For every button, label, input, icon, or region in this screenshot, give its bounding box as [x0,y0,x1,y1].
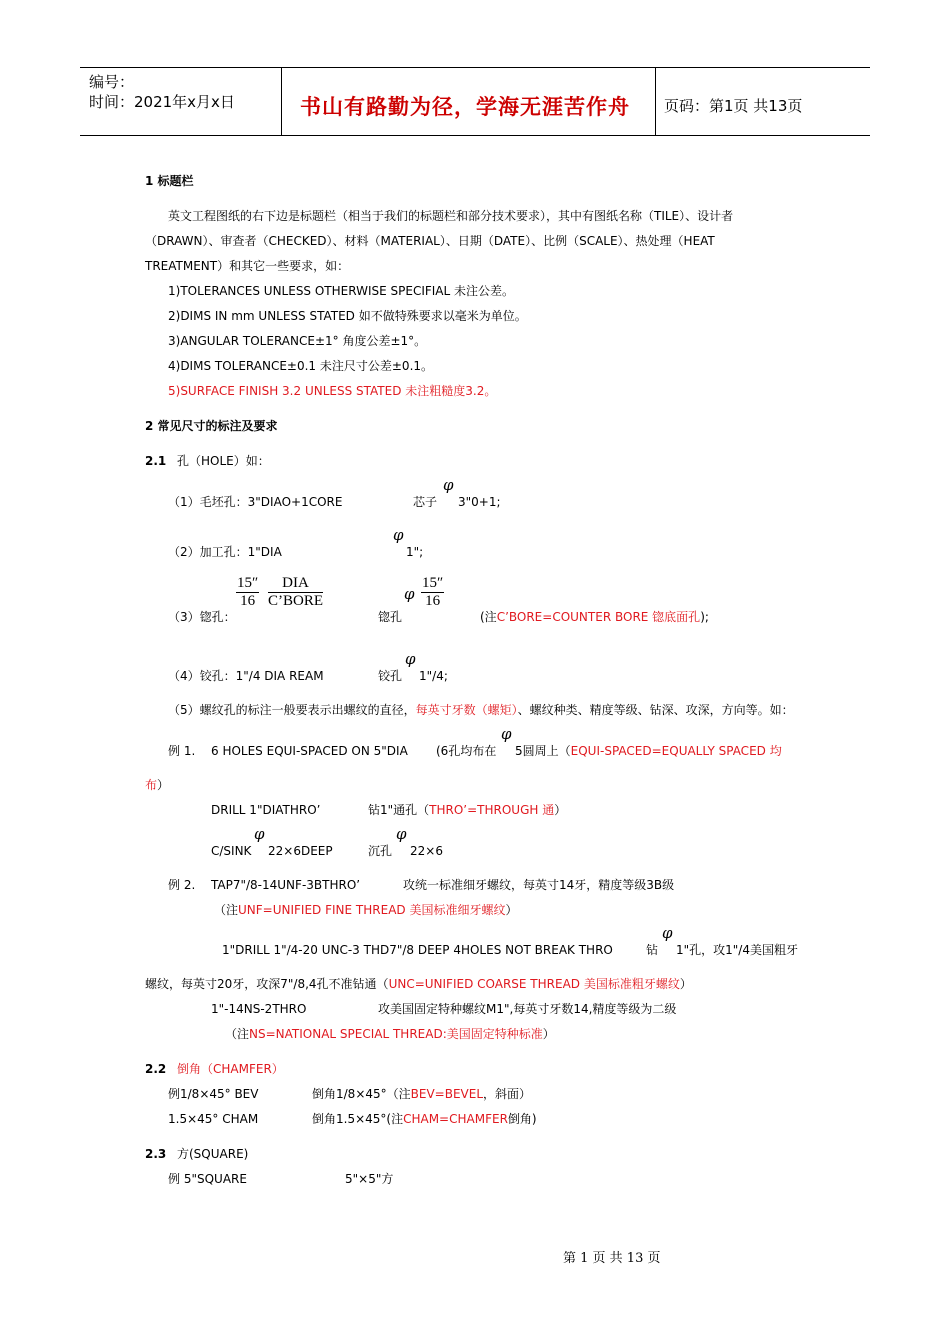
hole-5-text [168,703,794,717]
chamfer-2-end: 倒角) [507,1112,537,1126]
phi-symbol: φ [405,650,416,668]
phi-symbol: φ [254,825,265,843]
chamfer-1-end: ，斜面） [483,1087,532,1101]
drill-end: ） [554,803,567,817]
tolerance-item-5: 5)SURFACE FINISH 3.2 UNLESS STATED 未注粗糙度3.2。 [168,384,497,398]
example-4-note-red: NS=NATIONAL SPECIAL THREAD:美国固定特种标准 [249,1027,543,1041]
hole-5-c: 、螺纹种类、精度等级、钻深、攻深，方向等。如： [517,703,794,717]
phi-symbol: φ [501,725,512,743]
example-3-cn2: 1"孔，攻1"/4美国粗牙 [676,943,798,957]
example-1-cn2 [515,744,782,758]
csink-cn: 沉孔 [368,844,393,858]
example-2-note [214,903,517,917]
tolerance-item-1: 1)TOLERANCES UNLESS OTHERWISE SPECIFIAL 未注公差。 [168,284,515,298]
section-2-3-number: 2.3 [145,1147,167,1161]
fraction-dia: DIA [268,575,323,593]
chamfer-1-cn [312,1087,531,1101]
hole-4-value: 1"/4; [419,669,448,683]
drill-text: DRILL 1"DIATHRO’ [211,803,321,817]
example-4-cn: 攻美国固定特种螺纹M1",每英寸牙数14,精度等级为二级 [378,1002,677,1016]
csink-value: 22×6DEEP [268,844,333,858]
tolerance-item-2: 2)DIMS IN mm UNLESS STATED 如不做特殊要求以毫米为单位。 [168,309,527,323]
page-footer: 第 1 页 共 13 页 [563,1251,661,1266]
example-1-line2 [145,778,169,792]
example-2-label: 例 2. [168,878,196,892]
fraction-numerator: 15″ [422,575,444,591]
hole-4-text: （4）铰孔：1"/4 DIA REAM [168,669,324,683]
tolerance-item-3: 3)ANGULAR TOLERANCE±1° 角度公差±1°。 [168,334,427,348]
hole-3-note [480,610,709,624]
chamfer-2-text: 1.5×45° CHAM [168,1112,259,1126]
counterbore-fraction-left [236,575,259,610]
csink-value-2: 22×6 [410,844,443,858]
example-1-red2: 布 [145,778,158,792]
note-open: (注 [480,610,497,624]
tolerance-item-4: 4)DIMS TOLERANCE±0.1 未注尺寸公差±0.1。 [168,359,434,373]
example-3-line2-b: ） [679,977,692,991]
square-text: 例 5"SQUARE [168,1172,247,1186]
drill-cn [368,803,566,817]
example-1-red: EQUI-SPACED=EQUALLY SPACED 均 [570,744,782,758]
example-2-cn: 攻统一标准细牙螺纹，每英寸14牙，精度等级3B级 [403,878,675,892]
chamfer-1-text: 例1/8×45° BEV [168,1087,259,1101]
hole-2-text: （2）加工孔：1"DIA [168,545,282,559]
section-2-2-title: 倒角（CHAMFER） [177,1062,284,1076]
example-4-note [225,1027,555,1041]
example-4-text: 1"-14NS-2THRO [211,1002,307,1016]
fraction-numerator: 15″ [237,575,259,591]
hole-1-value: 3"0+1; [458,495,501,509]
counterbore-fraction-right [421,575,444,610]
phi-symbol: φ [662,924,673,942]
phi-symbol: φ [443,476,454,494]
fraction-denominator: 16 [425,593,441,609]
header-bottom-rule [80,135,870,136]
doc-code-label: 编号： [89,73,135,91]
section-2-title: 2 常见尺寸的标注及要求 [145,419,278,433]
hole-1-cn: 芯子 [413,495,438,509]
header-divider-2 [655,67,656,136]
chamfer-2-cn-text: 倒角1.5×45°(注 [312,1112,404,1126]
example-4-note-open: （注 [225,1027,250,1041]
phi-symbol: φ [404,585,415,603]
example-3-text: 1"DRILL 1"/4-20 UNC-3 THD7"/8 DEEP 4HOLES NOT BREAK THRO [222,943,613,957]
fraction-denominator: 16 [240,593,256,609]
section-2-2-number: 2.2 [145,1062,167,1076]
example-1-text: 6 HOLES EQUI-SPACED ON 5"DIA [211,744,408,758]
header-top-rule [80,67,870,68]
section-1-intro-2: （DRAWN）、审查者（CHECKED）、材料（MATERIAL）、日期（DATE）、比例（SCALE）、热处理（HEAT [145,234,715,248]
section-2-1-title: 孔（HOLE）如： [177,454,270,468]
header-divider-1 [281,67,282,136]
example-3-line2-red: UNC=UNIFIED COARSE THREAD 美国标准粗牙螺纹 [388,977,680,991]
hole-2-value: 1"; [406,545,424,559]
chamfer-2-cn [312,1112,537,1126]
note-close: ); [700,610,709,624]
hole-5-a: （5）螺纹孔的标注一般要表示出螺纹的直径， [168,703,416,717]
example-1-label: 例 1. [168,744,196,758]
example-2-note-open: （注 [214,903,239,917]
phi-symbol: φ [393,526,404,544]
fraction-cbore: C’BORE [268,593,324,609]
hole-3-text: （3）锪孔： [168,610,236,624]
section-1-title: 1 标题栏 [145,174,194,188]
drill-cn-text: 钻1"通孔（ [368,803,430,817]
section-1-intro-3: TREATMENT）和其它一些要求，如： [145,259,350,273]
doc-time-label: 时间：2021年x月x日 [89,93,235,111]
page-indicator: 页码：第1页 共13页 [664,97,803,115]
chamfer-2-red: CHAM=CHAMFER [403,1112,508,1126]
example-3-line2-a: 螺纹，每英寸20牙，攻深7"/8,4孔不准钻通（ [145,977,389,991]
square-value: 5"×5"方 [345,1172,394,1186]
section-2-3-title: 方(SQUARE) [177,1147,249,1161]
example-1-end: ） [157,778,170,792]
example-1-cn: (6孔均布在 [436,744,497,758]
example-2-text: TAP7"/8-14UNF-3BTHRO’ [211,878,361,892]
example-2-note-red: UNF=UNIFIED FINE THREAD 美国标准细牙螺纹 [238,903,506,917]
hole-5-red: 每英寸牙数（螺矩） [415,703,518,717]
example-2-note-close: ） [505,903,518,917]
chamfer-1-red: BEV=BEVEL [410,1087,484,1101]
counterbore-label-fraction [268,575,323,610]
hole-3-cn: 锪孔 [378,610,403,624]
csink-text: C/SINK [211,844,252,858]
phi-symbol: φ [396,825,407,843]
header-motto: 书山有路勤为径，学海无涯苦作舟 [300,95,630,119]
hole-4-cn: 铰孔 [378,669,403,683]
note-red: C’BORE=COUNTER BORE 锪底面孔 [496,610,701,624]
section-2-1-number: 2.1 [145,454,167,468]
example-1-cn2-text: 5圆周上（ [515,744,571,758]
example-3-line2 [145,977,692,991]
section-1-intro-1: 英文工程图纸的右下边是标题栏（相当于我们的标题栏和部分技术要求），其中有图纸名称（TILE）、设计者 [168,209,734,223]
chamfer-1-cn-text: 倒角1/8×45°（注 [312,1087,411,1101]
example-3-cn1: 钻 [646,943,659,957]
drill-red: THRO’=THROUGH 通 [429,803,555,817]
hole-1-text: （1）毛坯孔：3"DIAO+1CORE [168,495,343,509]
example-4-note-close: ） [542,1027,555,1041]
